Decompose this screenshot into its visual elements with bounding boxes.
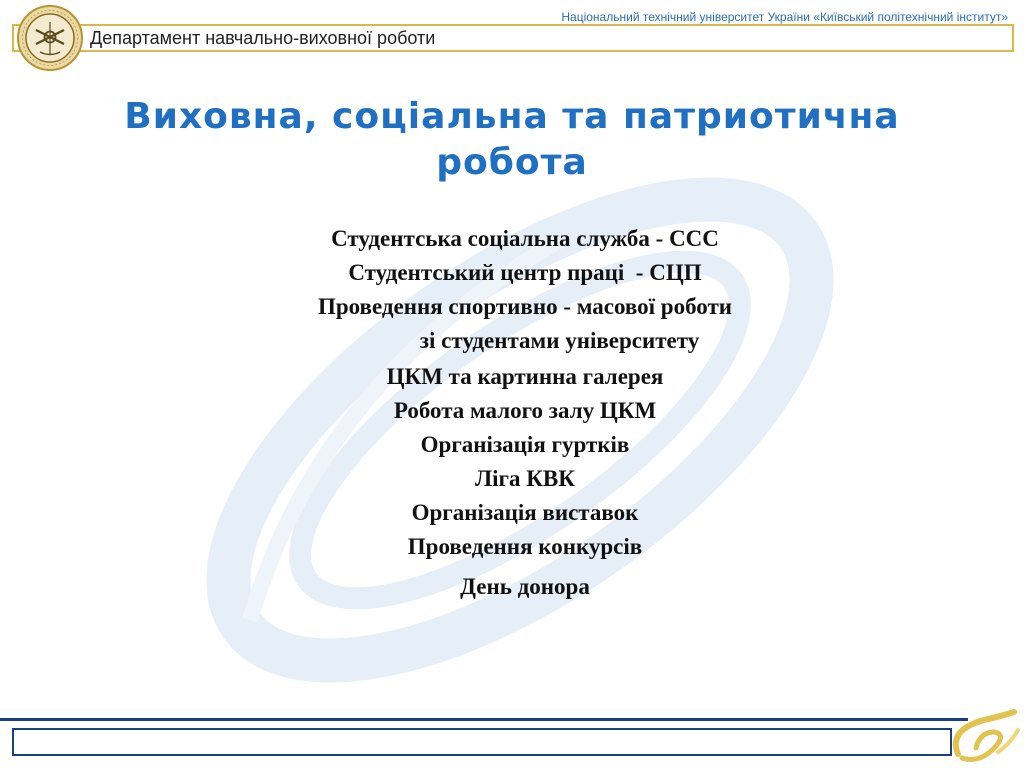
list-item: Студентський центр праці - СЦП xyxy=(348,260,702,285)
list-item: Проведення конкурсів xyxy=(407,534,643,559)
list-item: Організація виставок xyxy=(411,500,639,525)
footer-divider xyxy=(0,718,968,721)
list-item: Проведення спортивно - масової роботи xyxy=(317,294,733,319)
list-item: Робота малого залу ЦКМ xyxy=(393,398,657,423)
slide-title-line-1: Виховна, соціальна та патриотична xyxy=(124,96,900,137)
list-item: Організація гуртків xyxy=(420,432,630,457)
slide-title xyxy=(60,94,964,186)
kpi-swoosh-icon xyxy=(940,700,1024,768)
slide-title-line-2: робота xyxy=(436,142,588,183)
list-item: ЦКМ та картинна галерея xyxy=(386,364,664,389)
list-item: зі студентами університету xyxy=(350,328,700,353)
list-item: День донора xyxy=(460,574,590,599)
list-item: Ліга КВК xyxy=(475,466,575,491)
department-title: Департамент навчально-виховної роботи xyxy=(90,28,436,48)
university-seal-icon xyxy=(16,4,84,72)
university-name: Національний технічний університет України «Київський політехнічний інститут» xyxy=(561,10,1008,24)
footer-frame xyxy=(12,728,952,756)
list-item: Студентська соціальна служба - ССС xyxy=(331,226,719,251)
